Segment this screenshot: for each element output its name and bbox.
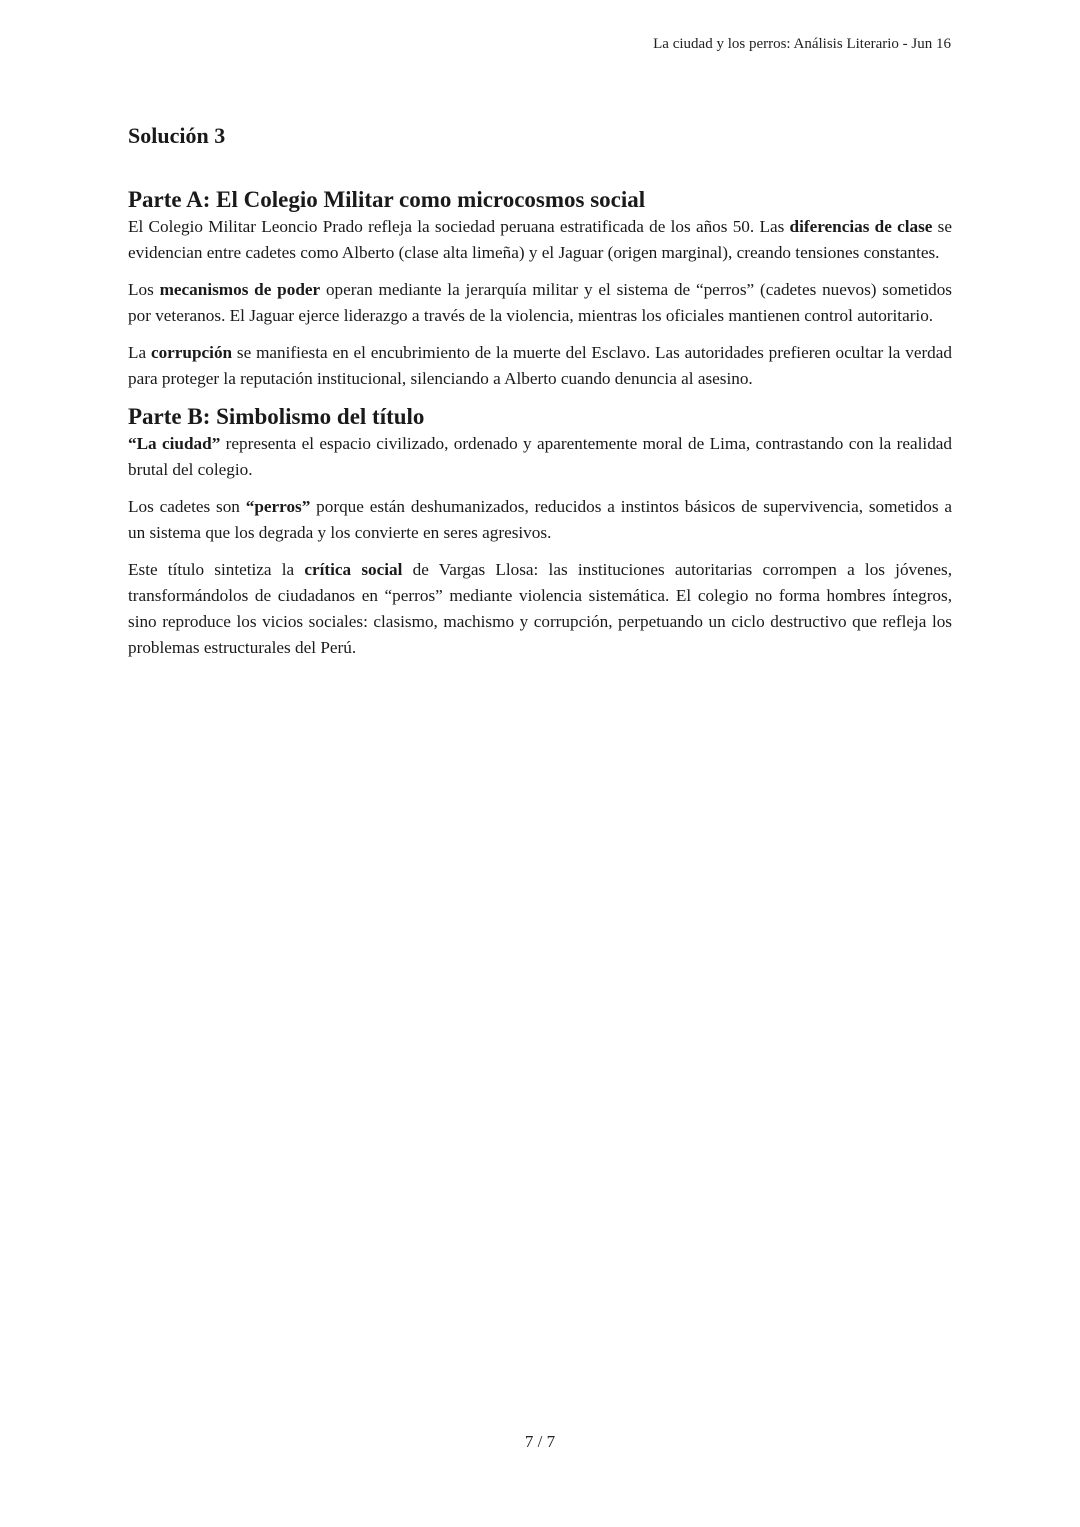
text-run: se manifiesta en el encubrimiento de la muerte del Esclavo. Las autoridades prefieren ocultar la verdad para proteger la reputación institucional, silenciando a Alberto cuando denuncia al asesino. [128,343,952,388]
text-run: porque están deshumanizados, reducidos a instintos básicos de supervivencia, sometidos a un sistema que los degrada y los convierte en seres agresivos. [128,497,952,542]
paragraph [128,214,952,266]
text-run: El Colegio Militar Leoncio Prado refleja la sociedad peruana estratificada de los años 50. Las [128,217,790,236]
bold-term: diferencias de clase [789,217,933,236]
text-run: operan mediante la jerarquía militar y el sistema de “perros” (cadetes nuevos) sometidos por veteranos. El Jaguar ejerce liderazgo a través de la violencia, mientras los oficiales mantienen control autoritario. [128,280,952,325]
text-run: representa el espacio civilizado, ordenado y aparentemente moral de Lima, contrastando con la realidad brutal del colegio. [128,434,953,479]
bold-term: “La ciudad” [128,434,221,453]
text-run: La [128,343,151,362]
section-title: Parte B: Simbolismo del título [128,404,425,429]
text-run: Los cadetes son [128,497,246,516]
paragraph [128,277,952,329]
running-header: La ciudad y los perros: Análisis Literario - Jun 16 [653,36,951,52]
bold-term: “perros” [245,497,311,516]
bold-term: corrupción [150,343,233,362]
section-title: Parte A: El Colegio Militar como microcosmos social [128,187,646,212]
text-run: de Vargas Llosa: las instituciones autoritarias corrompen a los jóvenes, transformándolos de ciudadanos en “perros” mediante violencia sistemática. El colegio no forma hombres íntegros, sino reproduce los vicios sociales: clasismo, machismo y corrupción, perpetuando un ciclo destructivo que refleja los problemas estructurales del Perú. [128,560,952,657]
paragraph [128,557,952,661]
section-parte-b [128,403,952,661]
sections-container [128,186,952,661]
section-parte-a [128,186,952,392]
paragraph [128,494,952,546]
document-body [128,121,952,672]
solution-title: Solución 3 [128,123,226,148]
text-run: Los [128,280,160,299]
bold-term: mecanismos de poder [159,280,321,299]
paragraph [128,340,952,392]
page-number: 7 / 7 [524,1432,556,1451]
bold-term: crítica social [304,560,403,579]
text-run: se evidencian entre cadetes como Alberto (clase alta limeña) y el Jaguar (origen marginal), creando tensiones constantes. [128,217,952,262]
text-run: Este título sintetiza la [128,560,305,579]
paragraph [128,431,952,483]
